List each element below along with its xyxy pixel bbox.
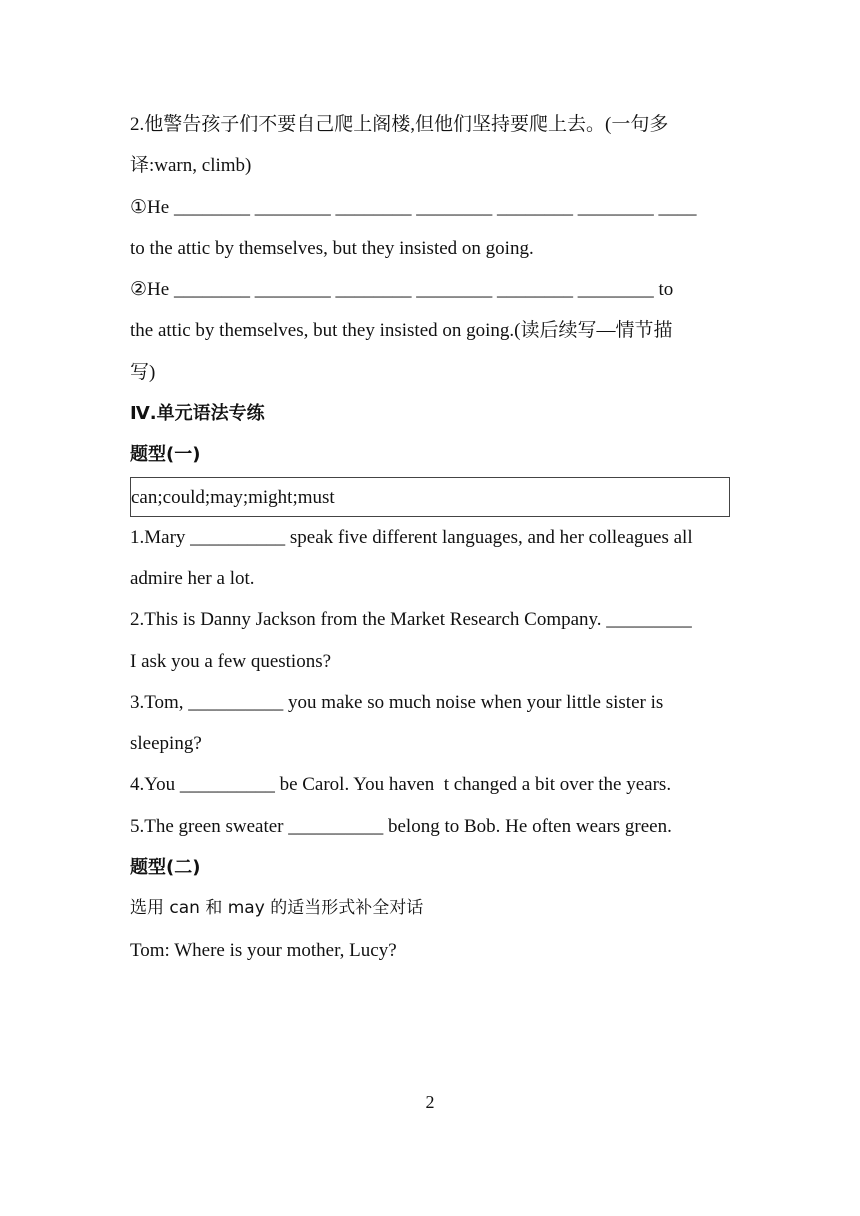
question-1-line-2: admire her a lot.: [130, 567, 255, 589]
word-bank-box: can;could;may;might;must: [130, 477, 730, 517]
exercise-2-title-line-1: 2.他警告孩子们不要自己爬上阁楼,但他们坚持要爬上去。(一句多: [130, 114, 669, 135]
question-3-line-1: 3.Tom, __________ you make so much noise when your little sister is: [130, 691, 664, 713]
question-3-line-2: sleeping?: [130, 733, 202, 755]
type-1-heading: 题型(一): [130, 444, 201, 466]
document-page: [130, 104, 730, 971]
translation-option-2-line-1: ②He ________ ________ ________ ________ ________ ________ to: [130, 279, 674, 301]
question-5: 5.The green sweater __________ belong to Bob. He often wears green.: [130, 815, 672, 837]
question-1-line-1: 1.Mary __________ speak five different languages, and her colleagues all: [130, 526, 693, 548]
question-2-line-2: I ask you a few questions?: [130, 650, 332, 672]
translation-option-2-line-3: 写): [130, 361, 156, 383]
type-2-heading: 题型(二): [130, 857, 201, 879]
question-2-line-1: 2.This is Danny Jackson from the Market Research Company. _________: [130, 609, 692, 631]
translation-option-2-line-2: the attic by themselves, but they insisted on going.(读后续写—情节描: [130, 320, 673, 342]
translation-option-1-line-2: to the attic by themselves, but they insisted on going.: [130, 237, 534, 259]
page-number: 2: [425, 1092, 435, 1112]
section-4-heading: Ⅳ.单元语法专练: [130, 403, 265, 425]
type-2-instruction: 选用 can 和 may 的适当形式补全对话: [130, 898, 424, 919]
exercise-2-title-line-2: 译:warn, climb): [130, 155, 252, 177]
translation-option-1-line-1: ①He ________ ________ ________ ________ ________ ________ ____: [130, 196, 697, 218]
question-4: 4.You __________ be Carol. You haven t changed a bit over the years.: [130, 774, 672, 796]
dialogue-line-1: Tom: Where is your mother, Lucy?: [130, 939, 397, 961]
